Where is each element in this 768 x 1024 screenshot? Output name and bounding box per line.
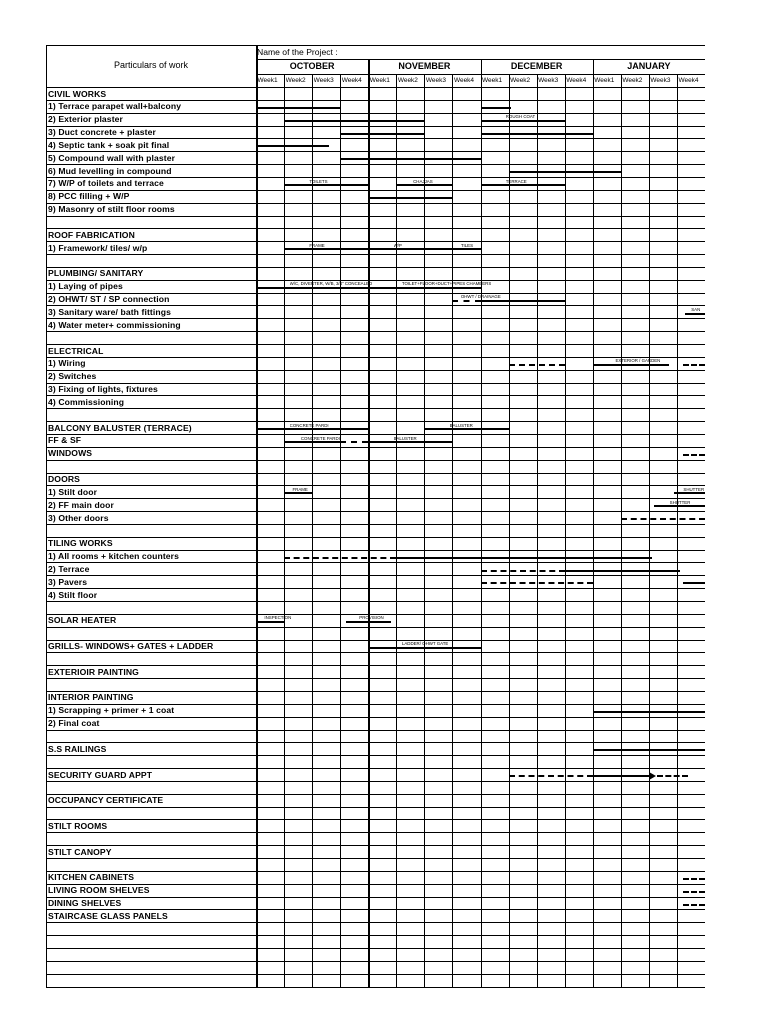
grid-line: [46, 781, 705, 782]
task-label: PLUMBING/ SANITARY: [48, 268, 144, 279]
task-label: 8) PCC filling + W/P: [48, 191, 130, 202]
schedule-bar: [284, 184, 368, 186]
grid-line: [46, 832, 705, 833]
month-label: NOVEMBER: [398, 61, 451, 71]
task-label: 1) Terrace parapet wall+balcony: [48, 101, 182, 112]
schedule-bar: [256, 145, 329, 147]
month-label: DECEMBER: [510, 61, 563, 71]
task-label: 2) FF main door: [48, 499, 114, 510]
grid-line: [46, 987, 705, 988]
bar-annotation: CHAJJAS: [413, 178, 433, 184]
week-label: Week3: [538, 77, 559, 84]
schedule-bar: [481, 120, 565, 122]
task-label: KITCHEN CABINETS: [48, 872, 135, 883]
task-label: 1) All rooms + kitchen counters: [48, 551, 180, 562]
task-label: GRILLS- WINDOWS+ GATES + LADDER: [48, 641, 214, 652]
task-label: 3) Other doors: [48, 512, 109, 523]
schedule-bar: [346, 621, 391, 623]
grid-line: [46, 755, 705, 756]
schedule-bar: [621, 518, 705, 520]
week-label: Week4: [678, 77, 699, 84]
month-label: JANUARY: [627, 61, 671, 71]
task-label: DINING SHELVES: [48, 898, 122, 909]
bar-annotation: SHUTTER: [683, 486, 704, 492]
task-label: 2) Exterior plaster: [48, 114, 123, 125]
bar-annotation: W/P: [393, 242, 402, 248]
task-label: 1) Laying of pipes: [48, 281, 123, 292]
schedule-bar: [424, 428, 508, 430]
task-label: 1) Framework/ tiles/ w/p: [48, 242, 148, 253]
schedule-bar: [481, 107, 512, 109]
schedule-bar: [340, 133, 424, 135]
grid-line: [46, 730, 705, 731]
grid-line: [46, 524, 705, 525]
bar-annotation: TILES: [460, 242, 474, 248]
schedule-bar: [481, 184, 565, 186]
schedule-bar: [683, 364, 705, 366]
task-label: 3) Duct concrete + plaster: [48, 127, 156, 138]
grid-line: [46, 948, 705, 949]
grid-line: [537, 74, 538, 987]
task-label: TILING WORKS: [48, 538, 113, 549]
schedule-bar: [452, 300, 480, 302]
task-label: LIVING ROOM SHELVES: [48, 885, 150, 896]
grid-line: [46, 627, 705, 628]
grid-line: [621, 74, 622, 987]
task-label: 4) Commissioning: [48, 396, 125, 407]
grid-line: [46, 652, 705, 653]
grid-line: [46, 678, 705, 679]
week-label: Week1: [594, 77, 615, 84]
grid-line: [593, 59, 595, 987]
task-label: EXTERIOIR PAINTING: [48, 666, 139, 677]
bar-annotation: SAN: [691, 307, 701, 313]
schedule-bar: [256, 428, 368, 430]
bar-annotation: TERRACE: [505, 178, 527, 184]
schedule-bar: [284, 492, 312, 494]
schedule-bar: [340, 441, 368, 443]
bar-annotation: TOILETS: [309, 178, 328, 184]
task-label: 4) Septic tank + soak pit final: [48, 139, 170, 150]
task-label: 1) Scrapping + primer + 1 coat: [48, 705, 175, 716]
month-label: OCTOBER: [289, 61, 335, 71]
schedule-bar: [396, 184, 452, 186]
bar-annotation: FRAME: [292, 486, 308, 492]
task-label: SOLAR HEATER: [48, 615, 117, 626]
bar-annotation: CONCRETE PARDI: [289, 422, 329, 428]
grid-line: [46, 922, 705, 923]
schedule-bar: [284, 557, 396, 559]
task-label: 2) Switches: [48, 371, 97, 382]
grid-line: [46, 331, 705, 332]
week-label: Week4: [453, 77, 475, 84]
task-label: 5) Compound wall with plaster: [48, 152, 176, 163]
grid-line: [46, 45, 705, 46]
schedule-bar: [452, 248, 480, 250]
week-label: Week2: [510, 77, 531, 84]
task-label: ELECTRICAL: [48, 345, 104, 356]
schedule-bar: [340, 158, 480, 160]
week-label: Week3: [313, 77, 334, 84]
grid-line: [46, 935, 705, 936]
grid-line: [424, 74, 425, 987]
bar-annotation: LADDER/ OHWT GATE: [401, 641, 449, 647]
arrow-head-icon: [649, 772, 656, 780]
task-label: INTERIOR PAINTING: [48, 692, 134, 703]
schedule-bar: [565, 570, 680, 572]
task-label: FF & SF: [48, 435, 82, 446]
grid-line: [46, 601, 705, 602]
task-label: S.S RAILINGS: [48, 743, 107, 754]
task-label: 2) Final coat: [48, 718, 100, 729]
grid-line: [340, 74, 341, 987]
grid-line: [46, 858, 705, 859]
week-label: Week2: [397, 77, 418, 84]
task-label: 1) Stilt door: [48, 486, 98, 497]
task-label: OCCUPANCY CERTIFICATE: [48, 795, 164, 806]
week-label: Week2: [285, 77, 306, 84]
schedule-bar: [683, 582, 705, 584]
bar-annotation: CONCRETE PARDI: [300, 435, 340, 441]
task-label: BALCONY BALUSTER (TERRACE): [48, 422, 192, 433]
week-label: Week4: [566, 77, 587, 84]
schedule-bar: [284, 248, 368, 250]
task-label: 3) Pavers: [48, 576, 88, 587]
particulars-header: Particulars of work: [113, 60, 189, 70]
grid-line: [46, 408, 705, 409]
schedule-bar: [509, 775, 593, 777]
task-label: ROOF FABRICATION: [48, 229, 135, 240]
bar-annotation: BALUSTER: [393, 435, 417, 441]
bar-annotation: INSPECTION: [264, 615, 292, 621]
week-label: Week3: [650, 77, 671, 84]
schedule-bar: [674, 492, 705, 494]
task-label: 7) W/P of toilets and terrace: [48, 178, 164, 189]
grid-line: [509, 74, 510, 987]
bar-annotation: W/C, DIVERTER, W/B, 3/4" CONCEALED: [289, 281, 373, 287]
bar-annotation: SHUTTER: [669, 499, 691, 505]
grid-line: [46, 460, 705, 461]
week-label: Week2: [622, 77, 643, 84]
bar-annotation: OHWT / DRAINAGE: [460, 294, 501, 300]
project-name-label: Name of the Project :: [257, 47, 338, 57]
schedule-bar: [284, 120, 424, 122]
schedule-bar: [509, 364, 565, 366]
week-label: Week1: [482, 77, 503, 84]
grid-line: [284, 74, 285, 987]
bar-annotation: TOILET+FLOOR+DUCT+PIPES CHAMBERS: [401, 281, 492, 287]
grid-line: [677, 74, 678, 987]
schedule-bar: [256, 621, 284, 623]
task-label: 2) OHWT/ ST / SP connection: [48, 294, 170, 305]
bar-annotation: PROVISION: [359, 615, 384, 621]
grid-line: [452, 74, 453, 987]
task-label: STAIRCASE GLASS PANELS: [48, 910, 168, 921]
task-label: 3) Fixing of lights, fixtures: [48, 384, 158, 395]
task-label: CIVIL WORKS: [48, 88, 107, 99]
schedule-bar: [685, 313, 705, 315]
schedule-bar: [284, 441, 340, 443]
grid-line: [46, 807, 705, 808]
schedule-bar: [683, 878, 705, 880]
schedule-bar: [481, 570, 565, 572]
schedule-bar: [593, 711, 705, 713]
grid-line: [46, 216, 705, 217]
task-label: 1) Wiring: [48, 358, 86, 369]
grid-line: [481, 59, 483, 987]
grid-line: [565, 74, 566, 987]
schedule-bar: [657, 775, 688, 777]
bar-annotation: BALUSTER: [449, 422, 473, 428]
grid-line: [46, 254, 705, 255]
schedule-bar: [481, 582, 593, 584]
schedule-bar: [368, 647, 480, 649]
task-label: STILT CANOPY: [48, 846, 112, 857]
schedule-bar: [256, 287, 368, 289]
schedule-bar: [368, 287, 480, 289]
task-label: 4) Water meter+ commissioning: [48, 319, 181, 330]
schedule-bar: [481, 133, 593, 135]
schedule-bar: [368, 441, 452, 443]
week-label: Week3: [425, 77, 446, 84]
bar-annotation: ROUGH COAT: [505, 114, 536, 120]
schedule-bar: [683, 904, 705, 906]
schedule-bar: [509, 171, 621, 173]
grid-line: [312, 74, 313, 987]
schedule-bar: [256, 107, 340, 109]
grid-line: [46, 961, 705, 962]
schedule-bar: [396, 557, 651, 559]
schedule-bar: [481, 300, 565, 302]
schedule-bar: [593, 364, 669, 366]
grid-line: [649, 74, 650, 987]
task-label: STILT ROOMS: [48, 820, 108, 831]
task-label: 9) Masonry of stilt floor rooms: [48, 204, 175, 215]
grid-line: [46, 974, 705, 975]
schedule-bar: [368, 197, 452, 199]
task-label: 3) Sanitary ware/ bath fittings: [48, 306, 171, 317]
task-label: WINDOWS: [48, 448, 93, 459]
week-label: Week1: [369, 77, 390, 84]
task-label: 6) Mud levelling in compound: [48, 165, 172, 176]
bar-annotation: EXTERIOR / GARDEN: [615, 358, 661, 364]
schedule-bar: [683, 454, 705, 456]
schedule-bar: [683, 891, 705, 893]
schedule-bar: [368, 248, 452, 250]
grid-line: [396, 74, 397, 987]
task-label: 4) Stilt floor: [48, 589, 98, 600]
schedule-bar: [654, 505, 705, 507]
week-label: Week1: [257, 77, 278, 84]
task-label: SECURITY GUARD APPT: [48, 769, 153, 780]
schedule-bar: [593, 775, 652, 777]
task-label: DOORS: [48, 474, 81, 484]
schedule-bar: [593, 749, 705, 751]
week-label: Week4: [341, 77, 362, 84]
task-label: 2) Terrace: [48, 563, 90, 574]
bar-annotation: FRAME: [309, 242, 325, 248]
